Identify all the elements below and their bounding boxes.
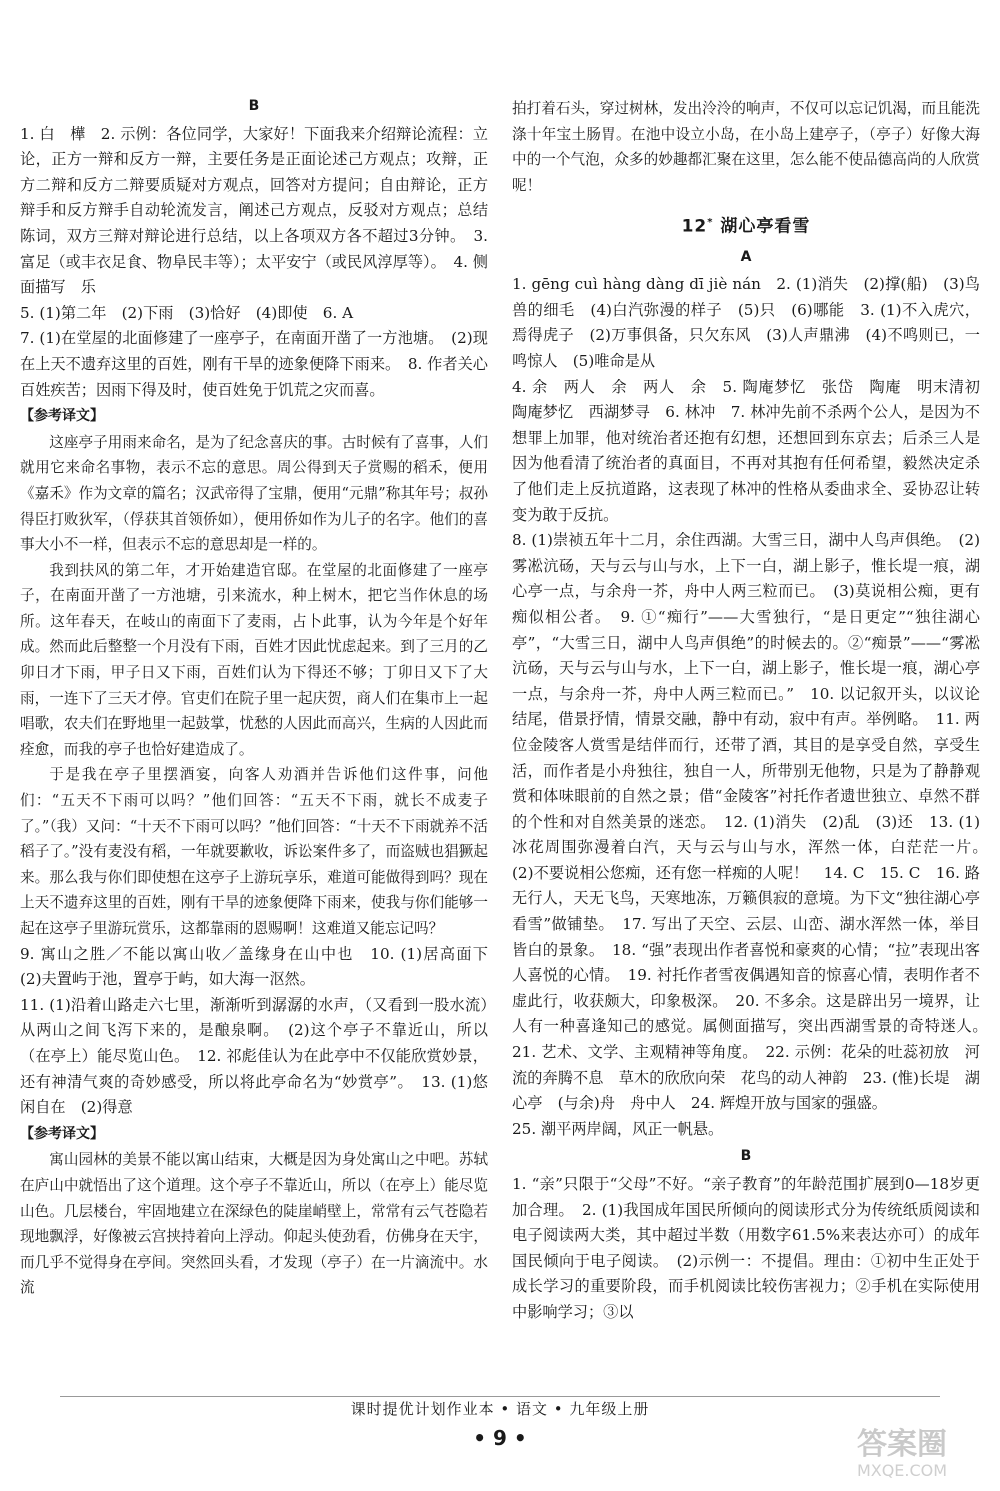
- lesson-number: 12: [681, 217, 708, 238]
- answer-paragraph-r4: 25. 潮平两岸阔，风正一帆悬。: [512, 1119, 724, 1138]
- answer-paragraph-r3: 8. (1)崇祯五年十二月，余住西湖。大雪三日，湖中人鸟声俱绝。 (2)雾凇沆砀，天与云与山与水，上下一白，湖上影子，惟长堤一痕，湖心亭一点，与余舟一芥，舟中人两三粒而已。 (3)莫说相公痴，更有痴似相公者。 9. ①“痴行”——大雪独行，“是日更定”“独往湖心亭”，“大雪三日，湖中人鸟声俱绝”的时候去的。②“痴景”——“雾凇沆砀，天与云与山与水，上下一白，湖上影子，惟长堤一痕，湖心亭一点，与余舟一芥，舟中人两三粒而已。” 10. 以记叙开头，以议论结尾，借景抒情，情景交融，静中有动，寂中有声。举例略。 11. 两位金陵客人赏雪是结伴而行，还带了酒，其目的是享受自然，享受生活，而作者是小舟独往，独自一人，所带别无他物，只是为了静静观赏和体味眼前的自然之景；借“金陵客”衬托作者遗世独立、卓然不群的个性和对自然美景的迷恋。 12. (1)消失 (2)乱 (3)还 13. (1)冰花周围弥漫着白汽，天与云与山与水，浑然一体，白茫茫一片。 (2)不要说相公您痴，还有您一样痴的人呢！ 14. C 15. C 16. 路无行人，天无飞鸟，天寒地冻，万籁俱寂的意境。为下文“独往湖心亭看雪”做铺垫。 17. 写出了天空、云层、山峦、湖水浑然一体，举目皆白的景象。 18. “强”表现出作者喜悦和豪爽的心情；“拉”表现出客人喜悦的心情。 19. 衬托作者雪夜偶遇知音的惊喜心情，表明作者不虚此行，收获颇大，印象极深。 20. 不多余。这是辟出另一境界，让人有一种喜逢知己的感觉。属侧面描写，突出西湖雪景的奇特迷人。 21. 艺术、文学、主观精神等角度。 22. 示例：花朵的吐蕊初放 河流的奔腾不息 草木的欣欣向荣 花鸟的动人神韵 23. (惟)长堤 湖心亭 (与余)舟 舟中人 24. 辉煌开放与国家的强盛。: [512, 531, 996, 1113]
- watermark-logo: [822, 1418, 982, 1482]
- answer-paragraph-5: 11. (1)沿着山路走六七里，渐渐听到潺潺的水声，（又看到一股水流）从两山之间飞泻下来的，是酿泉啊。 (2)这个亭子不靠近山，所以（在亭上）能尽览山色。 12. 祁彪佳认为在此亭中不仅能欣赏妙景，还有神清气爽的奇妙感受，所以将此亭命名为“妙赏亭”。 13. (1)悠闲自在 (2)得意: [20, 995, 488, 1117]
- answer-paragraph-1: 1. 白 樺 2. 示例：各位同学，大家好！下面我来介绍辩论流程：立论，正方一辩和反方一辩，主要任务是正面论述己方观点；攻辩，正方二辩和反方二辩要质疑对方观点，回答对方提问；自由辩论，正方辩手和反方辩手自动轮流发言，阐述己方观点，反驳对方观点；总结陈词，双方三辩对辩论进行总结，以上各项双方各不超过3分钟。 3. 富足（或丰衣足食、物阜民丰等）；太平安宁（或民风淳厚等）。 4. 侧面描写 乐: [20, 124, 488, 297]
- right-column: [512, 96, 996, 1326]
- translation-paragraph-1: 这座亭子用雨来命名，是为了纪念喜庆的事。古时候有了喜事，人们就用它来命名事物，表示不忘的意思。周公得到天子赏赐的稻禾，便用《嘉禾》作为文章的篇名；汉武帝得了宝鼎，便用“元鼎”称其年号；叔孙得臣打败狄军，（俘获其首领侨如），便用侨如作为儿子的名字。他们的喜事大小不一样，但表示不忘的意思却是一样的。: [20, 433, 488, 554]
- footer-rule: [60, 1396, 940, 1397]
- watermark-sub-text: MXQE.COM: [856, 1461, 948, 1480]
- answer-paragraph-2: 5. (1)第二年 (2)下雨 (3)恰好 (4)即使 6. A: [20, 303, 354, 322]
- answer-paragraph-r2: 4. 余 两人 余 两人 余 5. 陶庵梦忆 张岱 陶庵 明末清初 陶庵梦忆 西湖梦寻 6. 林冲 7. 林冲先前不杀两个公人，是因为不想罪上加罪，他对统治者还抱有幻想，还想回到东京去；后杀三人是因为他看清了统治者的真面目，不再对其抱有任何希望，毅然决定杀了他们走上反抗道路，这表现了林冲的性格从委曲求全、妥协忍让转变为敢于反抗。: [512, 377, 996, 524]
- lesson-heading: [512, 210, 980, 240]
- translation-paragraph-2: 我到扶风的第二年，才开始建造官邸。在堂屋的北面修建了一座亭子，在南面开凿了一方池塘，引来流水，种上树木，把它当作休息的场所。这年春天，在岐山的南面下了麦雨，占卜此事，认为今年是个好年成。然而此后整整一个月没有下雨，百姓才因此忧虑起来。到了三月的乙卯日才下雨，甲子日又下雨，百姓们认为下得还不够；丁卯日又下了大雨，一连下了三天才停。官吏们在院子里一起庆贺，商人们在集市上一起唱歌，农夫们在野地里一起鼓掌，忧愁的人因此而高兴，生病的人因此而痊愈，而我的亭子也恰好建造成了。: [20, 561, 488, 758]
- answer-paragraph-4: 9. 寓山之胜／不能以寓山收／盖缘身在山中也 10. (1)居高面下 (2)夫置屿于池，置亭于屿，如大海一沤然。: [20, 944, 504, 989]
- answer-paragraph-r5: 1. “亲”只限于“父母”不好。“亲子教育”的年龄范围扩展到0—18岁更加合理。 2. (1)我国成年国民所倾向的阅读形式分为传统纸质阅读和电子阅读两大类，其中超过半数（用数字61.5%来表达亦可）的成年国民倾向于电子阅读。 (2)示例一：不提倡。理由：①初中生正处于成长学习的重要阶段，而手机阅读比较伤害视力；②手机在实际使用中影响学习；③以: [512, 1175, 980, 1321]
- footer-title: 课时提优计划作业本 • 语文 • 九年级上册: [350, 1400, 650, 1418]
- translation-paragraph-4: 寓山园林的美景不能以寓山结束，大概是因为身处寓山之中吧。苏轼在庐山中就悟出了这个道理。这个亭子不靠近山，所以（在亭上）能尽览山色。几层楼台，牢固地建立在深绿色的陡崖峭壁上，常常有云气苍隐若现地飘浮，好像被云宫挟持着向上浮动。仰起头使劲看，仿佛身在天宇，而几乎不觉得身在亭间。突然回头看，才发现（亭子）在一片滴流中。水流: [20, 1151, 488, 1297]
- lesson-title: 湖心亭看雪: [720, 217, 811, 238]
- page-number: • 9 •: [473, 1426, 527, 1450]
- translation-continuation: 拍打着石头，穿过树林，发出泠泠的响声，不仅可以忘记饥渴，而且能洗涤十年宝土肠胃。在池中设立小岛，在小岛上建亭子，（亭子）好像大海中的一个气泡，众多的妙趣都汇聚在这里，怎么能不使品德高尚的人欣赏呢！: [512, 100, 980, 194]
- left-column: [20, 92, 504, 1301]
- translation-paragraph-3: 于是我在亭子里摆酒宴，向客人劝酒并告诉他们这件事，问他们：“五天不下雨可以吗？”他们回答：“五天不下雨，就长不成麦子了。”（我）又问：“十天不下雨可以吗？”他们回答：“十天不下雨就养不活稻子了。”没有麦没有稻，一年就要歉收，诉讼案件多了，而盗贼也猖獗起来。那么我与你们即使想在这亭子上游玩享乐，难道可能做得到吗？现在上天不遗弃这里的百姓，刚有干旱的迹象便降下雨来，使我与你们能够一起在这亭子里游玩赏乐，这都靠雨的恩赐啊！这难道又能忘记吗？: [20, 766, 488, 937]
- section-b-heading-right: B: [740, 1148, 752, 1165]
- section-b-heading: B: [248, 98, 260, 114]
- reference-translation-label: 【参考译文】: [20, 408, 104, 425]
- answer-paragraph-3: 7. (1)在堂屋的北面修建了一座亭子，在南面开凿了一方池塘。 (2)现在上天不遗弃这里的百姓，刚有干旱的迹象便降下雨来。 8. 作者关心百姓疾苦；因雨下得及时，使百姓免于饥荒之灾而喜。: [20, 329, 488, 399]
- reference-translation-label-2: 【参考译文】: [20, 1125, 104, 1142]
- section-a-heading: A: [740, 248, 752, 265]
- lesson-star: *: [707, 217, 714, 229]
- watermark-main-text: 答案圈: [857, 1427, 947, 1462]
- answer-paragraph-r1: 1. gēng cuì hàng dàng dī jiè nán 2. (1)消失 (2)撑(船) (3)鸟兽的细毛 (4)白汽弥漫的样子 (5)只 (6)哪能 3. (1)不入虎穴，焉得虎子 (2)万事俱备，只欠东风 (3)人声鼎沸 (4)不鸣则已，一鸣惊人 (5)唯命是从: [512, 275, 980, 370]
